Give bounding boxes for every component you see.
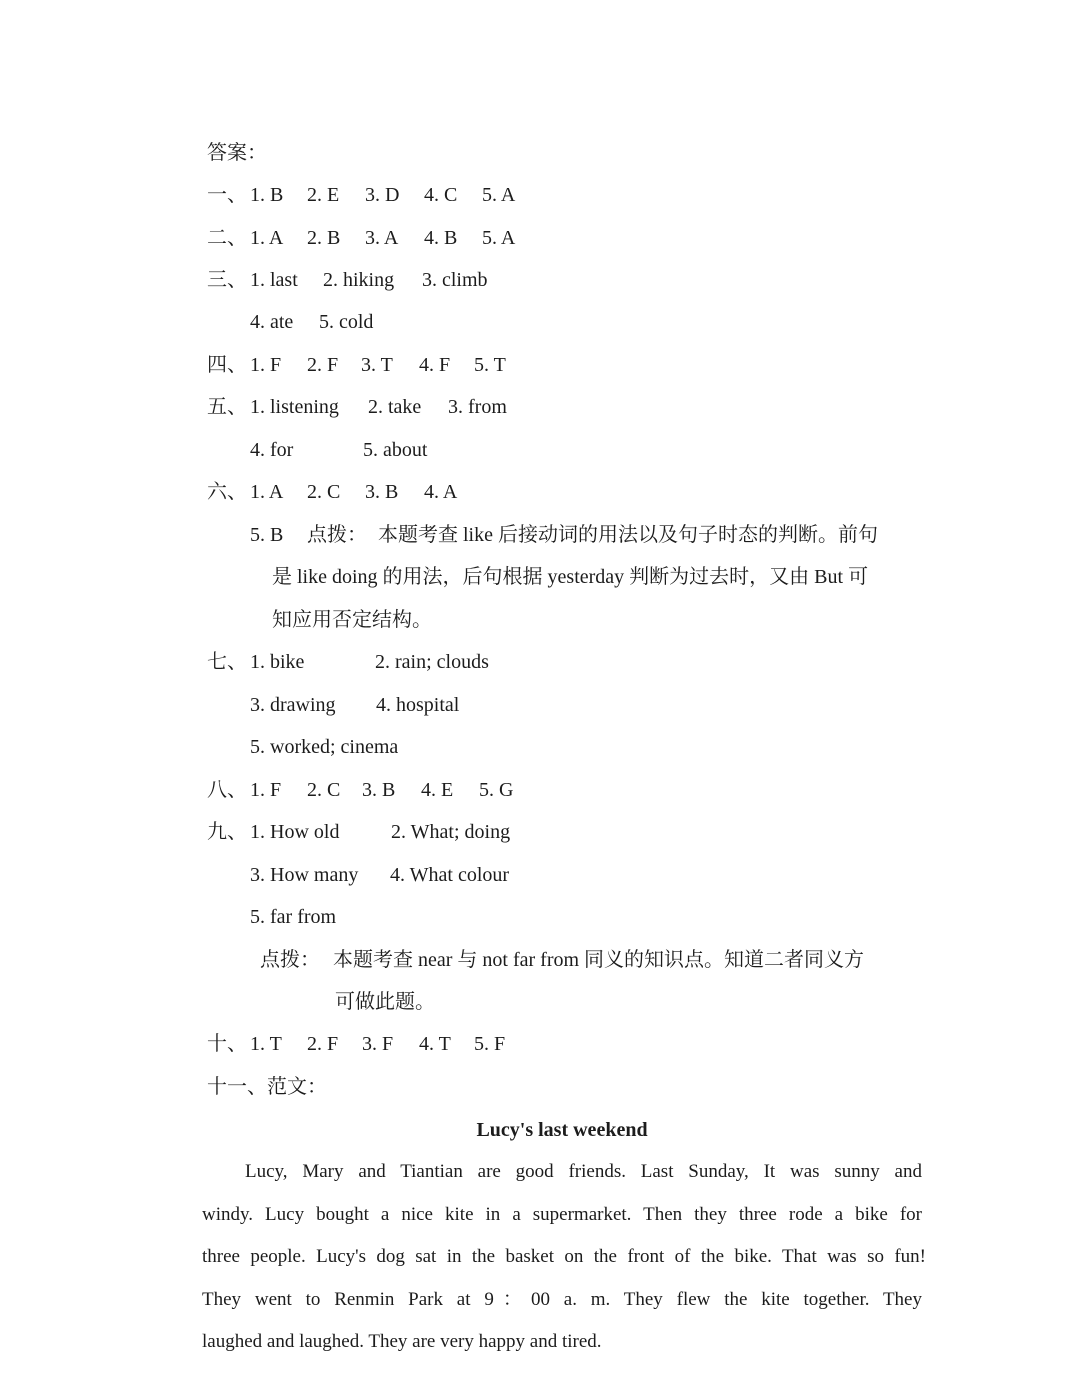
answer-row-3 [0,265,1080,295]
answer-item: 5. about [363,439,428,461]
answer-item: 5. A [482,184,516,206]
answer-row-5 [0,392,1080,422]
essay-line: Lucy, Mary and Tiantian are good friends. Last Sunday, It was sunny and [245,1161,922,1182]
answer-item: 4. B [424,227,458,249]
answer-row-8 [0,775,1080,805]
answer-item: 4. C [424,184,458,206]
essay-line: laughed and laughed. They are very happy and tired. [202,1331,602,1352]
answer-row-6 [0,477,1080,507]
answer-item: 1. How old [250,821,340,843]
answer-item: 5. cold [319,311,374,333]
answer-item: 4. E [421,779,454,801]
essay-line: They went to Renmin Park at 9：00 a. m. They flew the kite together. They [202,1289,922,1310]
section-label: 一、 [207,184,247,206]
section-label: 九、 [207,821,247,843]
answer-item: 2. hiking [323,269,395,291]
essay-line: windy. Lucy bought a nice kite in a supermarket. Then they three rode a bike for [202,1204,922,1225]
answer-item: 5. worked; cinema [250,736,399,758]
tip-text: 本题考查 like 后接动词的用法以及句子时态的判断。前句 [378,524,878,546]
answer-row-3-cont [0,307,1080,337]
section-label: 四、 [207,354,247,376]
answer-row-5-cont [0,435,1080,465]
answer-item: 4. for [250,439,294,461]
answers-heading-row [0,138,1080,168]
answer-row-1 [0,180,1080,210]
tip-text-row [0,605,1080,635]
answer-item: 3. drawing [250,694,336,716]
section-label: 三、 [207,269,247,291]
answer-item: 2. B [307,227,341,249]
tip-label: 点拨： [307,524,367,546]
answer-item: 2. C [307,481,341,503]
answer-item: 3. How many [250,864,359,886]
tip-text: 是 like doing 的用法，后句根据 yesterday 判断为过去时，又由 But 可 [272,566,869,588]
answer-item: 5. A [482,227,516,249]
tip-row [0,945,1080,975]
essay-title: Lucy's last weekend [476,1119,648,1141]
answer-row-2 [0,223,1080,253]
answer-item: 2. F [307,354,339,376]
answer-row-7 [0,647,1080,677]
answer-item: 4. T [419,1033,451,1055]
answer-item: 3. B [362,779,396,801]
answer-row-9-cont [0,902,1080,932]
answer-item: 5. B [250,524,284,546]
section-label: 七、 [207,651,247,673]
answer-item: 1. T [250,1033,282,1055]
answer-item: 5. T [474,354,506,376]
section-label: 五、 [207,396,247,418]
answer-row-7-cont [0,690,1080,720]
answer-item: 2. C [307,779,341,801]
answer-item: 2. E [307,184,340,206]
answer-item: 1. bike [250,651,305,673]
answer-row-9-cont [0,860,1080,890]
answer-item: 1. last [250,269,298,291]
answer-item: 1. F [250,779,282,801]
tip-text-row [0,987,1080,1017]
answer-item: 3. D [365,184,400,206]
tip-text: 知应用否定结构。 [272,609,432,631]
answer-item: 1. listening [250,396,339,418]
answer-row-7-cont [0,732,1080,762]
answer-item: 4. What colour [390,864,510,886]
answer-item: 4. ate [250,311,294,333]
answer-item: 3. climb [422,269,488,291]
answer-row-4 [0,350,1080,380]
answer-item: 1. A [250,481,284,503]
essay-line: three people. Lucy's dog sat in the basket on the front of the bike. That was so fun! [202,1246,926,1267]
tip-label: 点拨： [260,949,320,971]
answer-item: 3. B [365,481,399,503]
answer-item: 5. far from [250,906,337,928]
tip-text: 可做此题。 [335,991,435,1013]
answer-item: 3. F [362,1033,394,1055]
section-label: 十、 [207,1033,247,1055]
answer-item: 2. What; doing [391,821,511,843]
answer-item: 3. A [365,227,399,249]
section-label: 八、 [207,779,247,801]
answer-item: 4. A [424,481,458,503]
answers-heading: 答案： [207,142,267,164]
tip-text-row [0,562,1080,592]
answer-item: 2. take [368,396,422,418]
answer-item: 2. F [307,1033,339,1055]
tip-text: 本题考查 near 与 not far from 同义的知识点。知道二者同义方 [333,949,865,971]
answer-item: 2. rain; clouds [375,651,489,673]
answer-item: 4. hospital [376,694,460,716]
answer-item: 1. A [250,227,284,249]
answer-item: 1. B [250,184,284,206]
answer-row-6-cont [0,520,1080,550]
answer-row-10 [0,1029,1080,1059]
section-label: 六、 [207,481,247,503]
answer-item: 5. F [474,1033,506,1055]
answer-item: 3. T [361,354,393,376]
answer-item: 4. F [419,354,451,376]
answer-row-11 [0,1072,1080,1102]
section-label: 二、 [207,227,247,249]
answer-item: 5. G [479,779,514,801]
answer-item: 3. from [448,396,507,418]
answer-row-9 [0,817,1080,847]
section-label: 十一、范文： [207,1076,327,1098]
answer-item: 1. F [250,354,282,376]
